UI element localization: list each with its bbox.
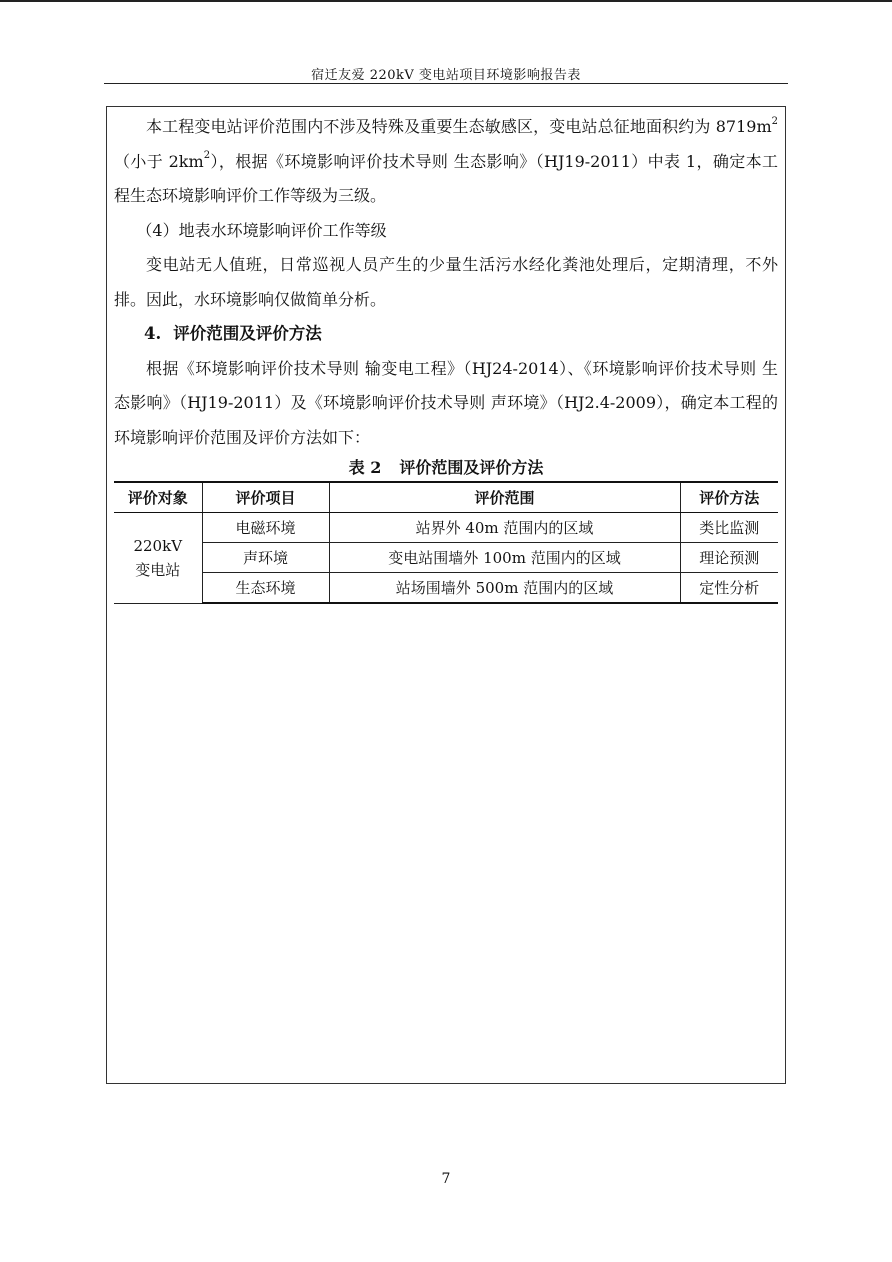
table-row [114,573,778,604]
report-header-title: 宿迁友爱 220kV 变电站项目环境影响报告表 [311,68,581,83]
object-cell [114,513,202,604]
section-title: 评价范围及评价方法 [173,324,322,343]
table-row [114,513,778,543]
para1-superscript-2: 2 [203,150,211,162]
section-heading-4 [114,317,778,352]
header-cell-item: 评价项目 [202,482,329,513]
object-line-1: 220kV [133,536,183,555]
range-cell: 变电站围墙外 100m 范围内的区域 [329,543,680,573]
header-cell-range: 评价范围 [329,482,680,513]
item-cell: 声环境 [202,543,329,573]
table-row [114,543,778,573]
item-cell: 生态环境 [202,573,329,604]
paragraph-surface-water: 变电站无人值班，日常巡视人员产生的少量生活污水经化粪池处理后，定期清理，不外排。因此，水环境影响仅做简单分析。 [114,255,778,309]
table-caption [114,455,778,481]
paragraph-ecology-level [114,110,778,214]
subheading-surface-water: （4）地表水环境影响评价工作等级 [136,220,387,240]
section-number: 4. [144,324,162,343]
method-cell: 定性分析 [680,573,778,604]
page-top-rule [0,0,892,2]
evaluation-range-table [114,481,778,604]
header-cell-method: 评价方法 [680,482,778,513]
para1-superscript-1: 2 [771,115,778,127]
para1-text-c: ），根据《环境影响评价技术导则 生态影响》（HJ19-2011）中表 1，确定本工程生态环境影响评价工作等级为三级。 [114,151,778,205]
header-divider [104,83,788,84]
range-cell: 站场围墙外 500m 范围内的区域 [329,573,680,604]
object-line-2: 变电站 [135,560,181,579]
table-caption-title: 评价范围及评价方法 [399,458,544,477]
para1-text-a: 本工程变电站评价范围内不涉及特殊及重要生态敏感区，变电站总征地面积约为 8719m [146,117,772,136]
method-cell: 理论预测 [680,543,778,573]
document-body [114,110,778,455]
item-cell: 电磁环境 [202,513,329,543]
para1-text-b: （小于 2km [114,151,204,171]
page-number: 7 [441,1171,451,1187]
table-caption-number: 表 2 [348,458,382,477]
range-cell: 站界外 40m 范围内的区域 [329,513,680,543]
table-header-row [114,482,778,513]
header-cell-object: 评价对象 [114,482,202,513]
method-cell: 类比监测 [680,513,778,543]
paragraph-evaluation-basis: 根据《环境影响评价技术导则 输变电工程》（HJ24-2014）、《环境影响评价技术导则 生态影响》（HJ19-2011）及《环境影响评价技术导则 声环境》（HJ2.4-2009），确定本工程的环境影响评价范围及评价方法如下： [114,358,778,447]
